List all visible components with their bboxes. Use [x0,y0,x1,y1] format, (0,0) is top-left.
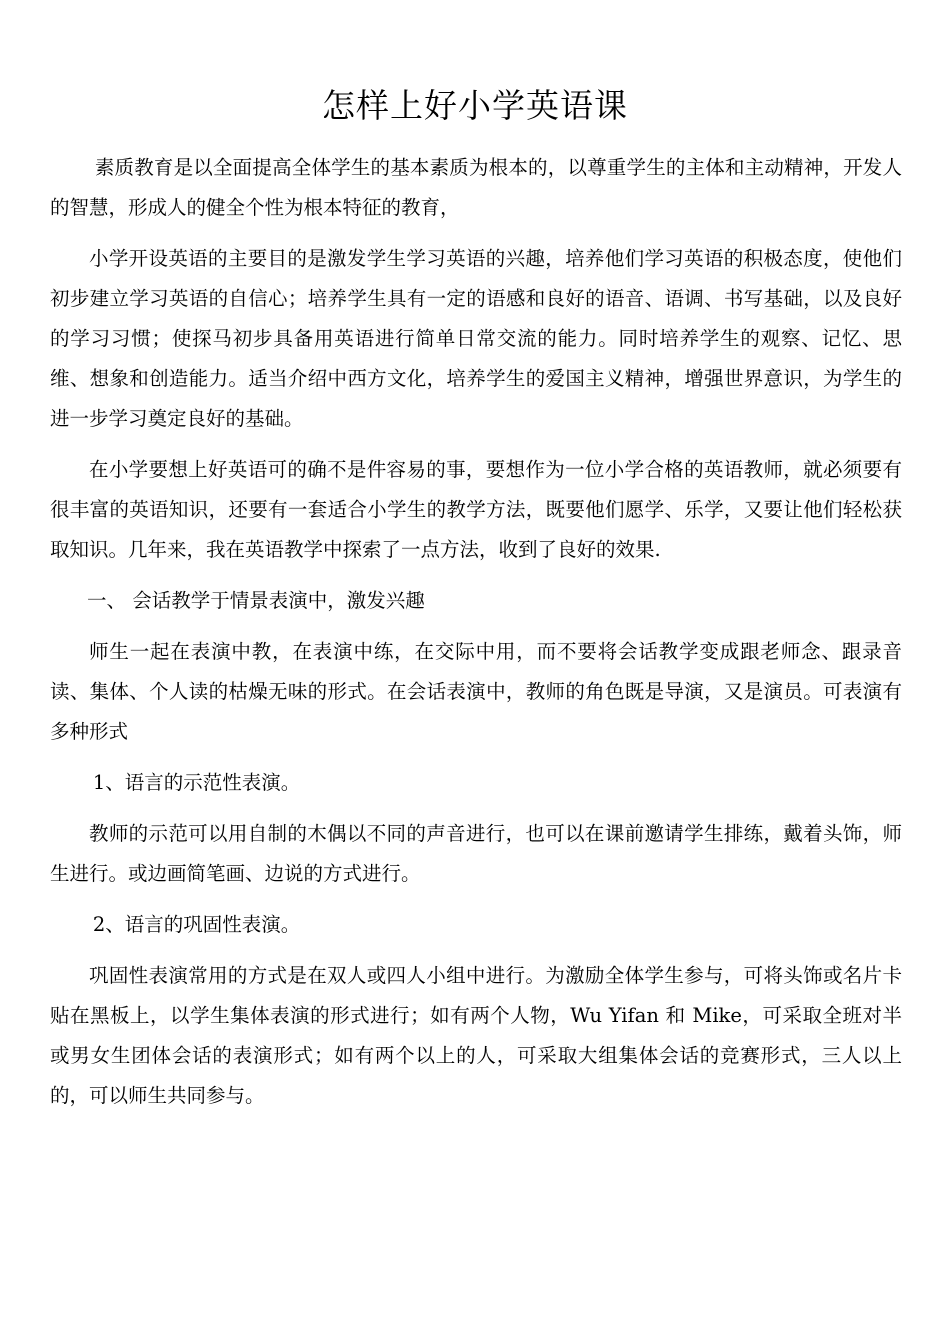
sub-heading: 1、语言的示范性表演。 [92,771,301,794]
section-heading: 一、 会话教学于情景表演中，激发兴趣 [87,589,425,612]
paragraph: 小学开设英语的主要目的是激发学生学习英语的兴趣，培养他们学习英语的积极态度，使他们初步建立学习英语的自信心；培养学生具有一定的语感和良好的语音、语调、书写基础，以及良好的学习习惯；使探马初步具备用英语进行简单日常交流的能力。同时培养学生的观察、记忆、思维、想象和创造能力。适当介绍中西方文化，培养学生的爱国主义精神，增强世界意识，为学生的进一步学习奠定良好的基础。 [50,247,902,430]
paragraph: 师生一起在表演中教，在表演中练，在交际中用，而不要将会话教学变成跟老师念、跟录音读、集体、个人读的枯燥无味的形式。在会话表演中，教师的角色既是导演，又是演员。可表演有多种形式 [50,640,902,743]
paragraph: 素质教育是以全面提高全体学生的基本素质为根本的，以尊重学生的主体和主动精神，开发人的智慧，形成人的健全个性为根本特征的教育， [50,156,902,219]
document-body [50,148,902,1127]
paragraph: 在小学要想上好英语可的确不是件容易的事，要想作为一位小学合格的英语教师，就必须要有很丰富的英语知识，还要有一套适合小学生的教学方法，既要他们愿学、乐学，又要让他们轻松获取知识。几年来，我在英语教学中探索了一点方法，收到了良好的效果. [50,458,902,561]
sub-heading: 2、语言的巩固性表演。 [92,913,301,936]
document-title: 怎样上好小学英语课 [322,86,628,125]
paragraph: 巩固性表演常用的方式是在双人或四人小组中进行。为激励全体学生参与，可将头饰或名片卡贴在黑板上，以学生集体表演的形式进行；如有两个人物，Wu Yifan 和 Mike，可采取全班对半或男女生团体会话的表演形式；如有两个以上的人，可采取大组集体会话的竞赛形式，三人以上的，可以师生共同参与。 [50,964,902,1107]
paragraph: 教师的示范可以用自制的木偶以不同的声音进行，也可以在课前邀请学生排练，戴着头饰，师生进行。或边画简笔画、边说的方式进行。 [50,822,902,885]
